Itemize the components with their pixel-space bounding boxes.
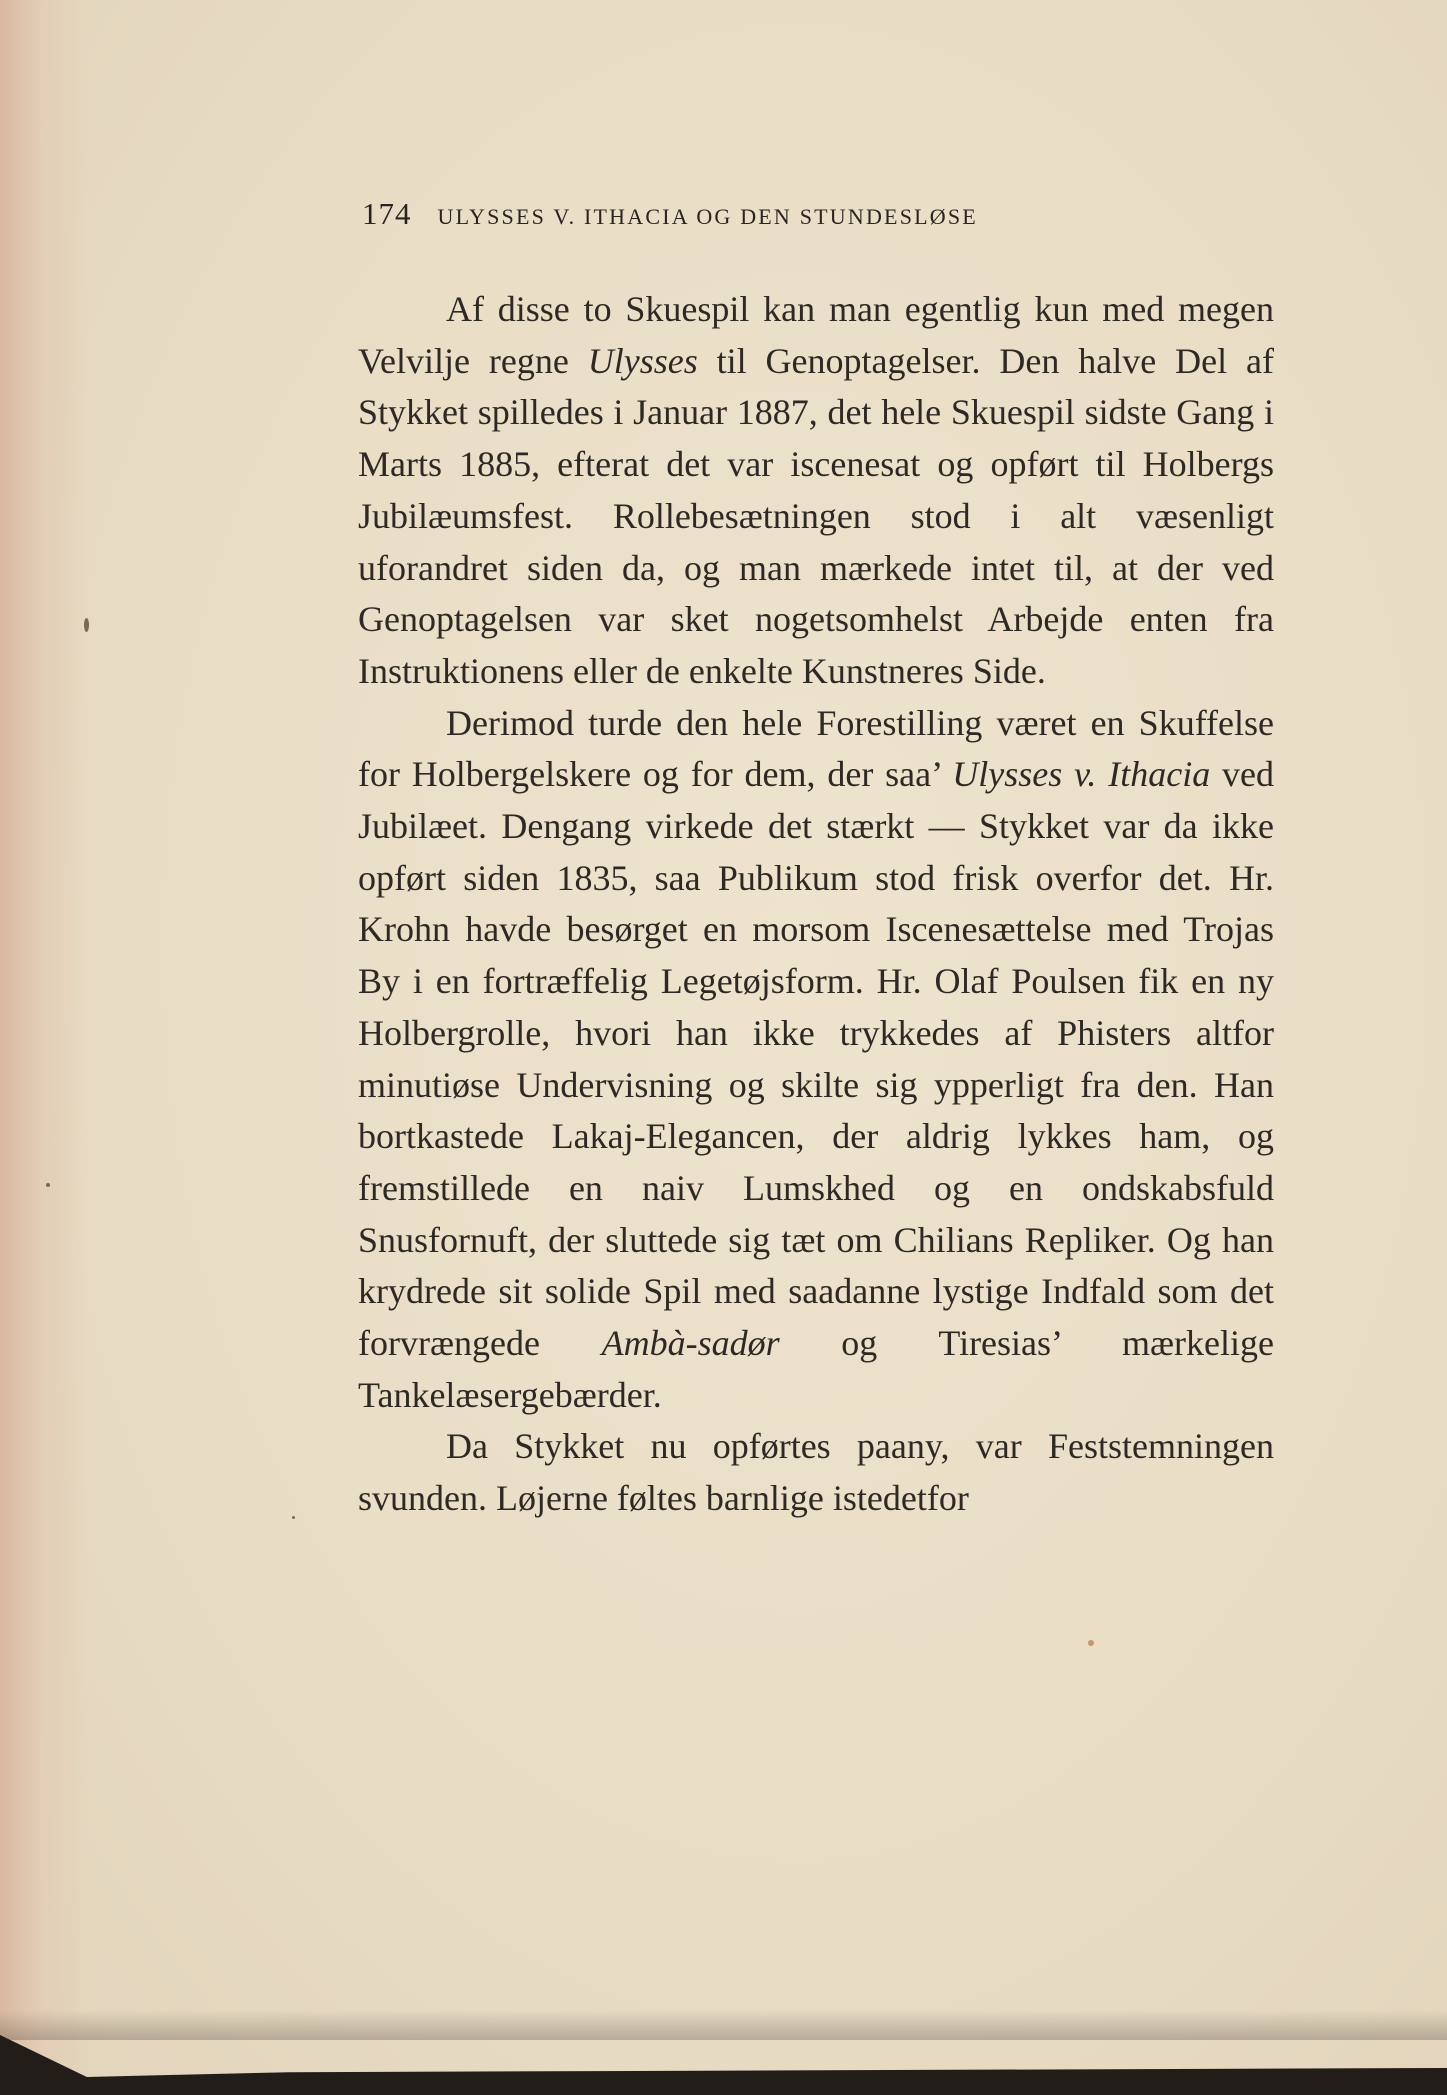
page-bottom-shadow-fade: [0, 2010, 1447, 2040]
text-run: Af disse to Skuespil kan man egentlig kun med megen Velvilje regne: [358, 289, 1274, 381]
body-text: [358, 284, 1274, 1525]
text-run: og Tiresias’ mærkelige Tankelæsergebærder.: [358, 1323, 1274, 1415]
italic-word: Ambà-sadør: [601, 1323, 780, 1364]
italic-title: Ulysses: [587, 340, 698, 381]
text-run: Derimod turde den hele Forestilling været en Skuffelse for Holbergelskere og for dem, der saa’: [358, 702, 1274, 795]
text-run: ved Jubilæet. Dengang virkede det stærkt — Stykket var da ikke opført siden 1835, saa Publikum stod frisk overfor det. Hr. Krohn havde besørget en morsom Iscenesættelse med Trojas By i en fortræffelig Legetøjsform. Hr. Olaf Poulsen fik en ny Holbergrolle, hvori han ikke trykkedes af Phisters altfor minutiøse Undervisning og skilte sig ypperligt fra den. Han bortkastede Lakaj-Elegancen, der aldrig lykkes ham, og fremstillede en naiv Lumskhed og en ondskabsfuld Snusfornuft, der sluttede sig tæt om Chilians Repliker. Og han krydrede sit solide Spil med saadanne lystige Indfald som det forvrængede: [358, 754, 1275, 1364]
running-header: [362, 196, 1282, 240]
paper-speck: [292, 1516, 295, 1519]
running-title: ULYSSES V. ITHACIA OG DEN STUNDESLØSE: [437, 204, 978, 229]
paragraph: [358, 698, 1274, 1422]
paragraph: [358, 284, 1274, 698]
page-number: 174: [362, 196, 412, 231]
paper-speck: [84, 618, 89, 632]
paragraph: [358, 1421, 1274, 1524]
text-run: til Genoptagelser. Den halve Del af Stykket spilledes i Januar 1887, det hele Skuespil sidste Gang i Marts 1885, efterat det var iscenesat og opført til Holbergs Jubilæumsfest. Rollebesætningen stod i alt væsenligt uforandret siden da, og man mærkede intet til, at der ved Genoptagelsen var sket nogetsomhelst Arbejde enten fra Instruktionens eller de enkelte Kunstneres Side.: [358, 340, 1274, 691]
italic-title: Ulysses v. Ithacia: [952, 754, 1211, 795]
text-run: Da Stykket nu opførtes paany, var Feststemningen svunden. Løjerne føltes barnlige istedetfor: [358, 1426, 1274, 1519]
page-edge-discoloration: [0, 0, 90, 2095]
page-bottom-shadow: [0, 2035, 1447, 2095]
paper-speck: [1088, 1640, 1094, 1646]
paper-speck: [46, 1183, 50, 1187]
